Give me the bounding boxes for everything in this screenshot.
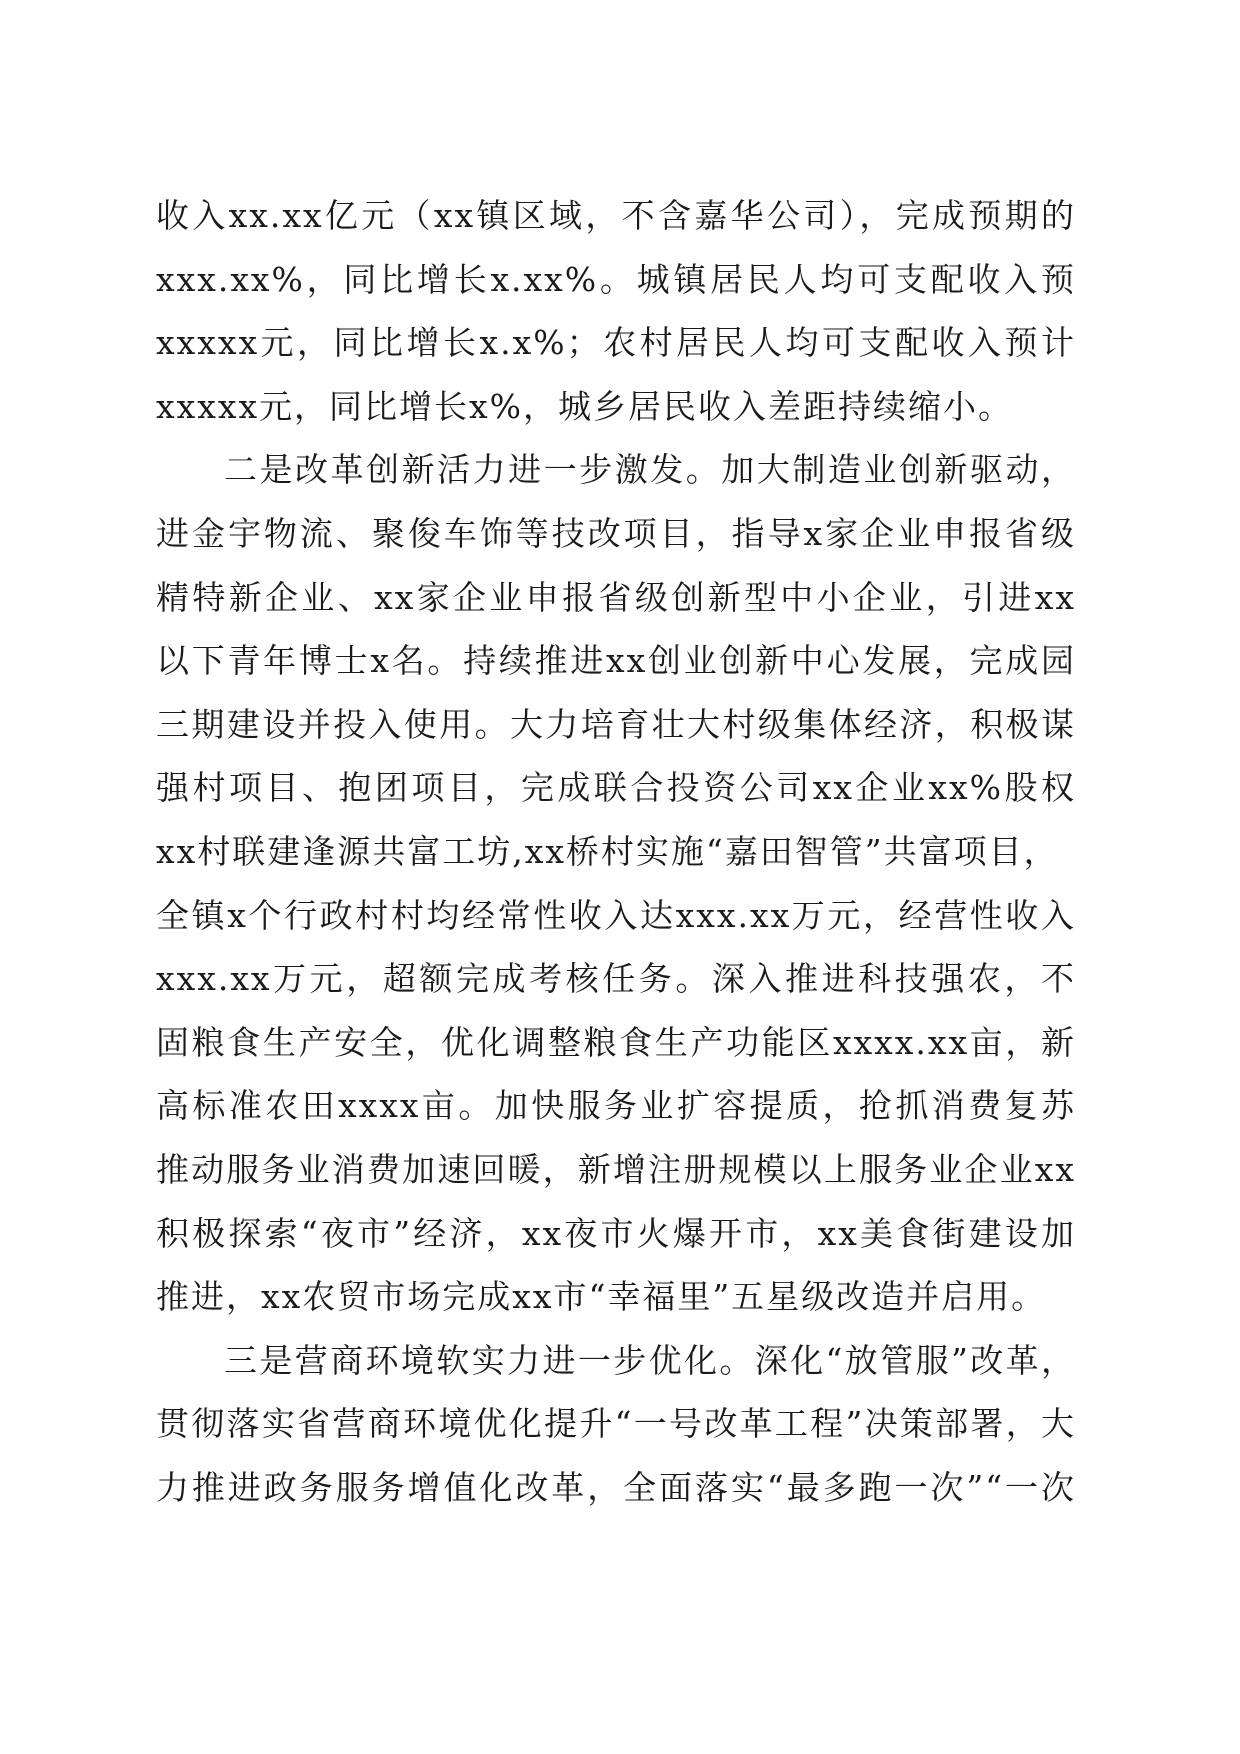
text-line: 高标准农田xxxx亩。加快服务业扩容提质，抢抓消费复苏 <box>156 1086 1076 1126</box>
text-line: 三期建设并投入使用。大力培育壮大村级集体经济，积极谋 <box>156 704 1076 744</box>
text-line: 强村项目、抱团项目，完成联合投资公司xx企业xx%股权 <box>156 768 1076 808</box>
text-line: 收入xx.xx亿元（xx镇区域，不含嘉华公司），完成预期的 <box>156 196 1076 235</box>
text-line: 推动服务业消费加速回暖，新增注册规模以上服务业企业xx <box>156 1149 1076 1189</box>
text-line: 三是营商环境软实力进一步优化。深化“放管服”改革， <box>224 1340 1076 1380</box>
text-line: xxxxx元，同比增长x.x%；农村居民人均可支配收入预计 <box>156 323 1076 363</box>
paragraph-income-summary <box>156 184 1076 438</box>
text-line: 全镇x个行政村村均经常性收入达xxx.xx万元，经营性收入 <box>156 895 1076 935</box>
text-line: 贯彻落实省营商环境优化提升“一号改革工程”决策部署，大 <box>156 1404 1076 1444</box>
text-line: 固粮食生产安全，优化调整粮食生产功能区xxxx.xx亩，新 <box>156 1022 1076 1062</box>
document-body <box>156 184 1076 1519</box>
paragraph-reform-innovation <box>156 438 1076 1328</box>
paragraph-business-environment <box>156 1329 1076 1520</box>
text-line: xxx.xx%，同比增长x.xx%。城镇居民人均可支配收入预 <box>156 259 1076 299</box>
text-line: xxxxx元，同比增长x%，城乡居民收入差距持续缩小。 <box>156 386 1014 426</box>
text-line: 二是改革创新活力进一步激发。加大制造业创新驱动， <box>224 450 1076 490</box>
text-line: 积极探索“夜市”经济，xx夜市火爆开市，xx美食街建设加 <box>156 1213 1076 1253</box>
text-line: 以下青年博士x名。持续推进xx创业创新中心发展，完成园 <box>156 641 1076 681</box>
text-line: 进金宇物流、聚俊车饰等技改项目，指导x家企业申报省级 <box>156 513 1076 553</box>
text-line: xxx.xx万元，超额完成考核任务。深入推进科技强农，不 <box>156 959 1076 999</box>
text-line: 力推进政务服务增值化改革，全面落实“最多跑一次”“一次 <box>156 1467 1076 1507</box>
text-line: 精特新企业、xx家企业申报省级创新型中小企业，引进xx <box>156 577 1076 617</box>
text-line: xx村联建逢源共富工坊,xx桥村实施“嘉田智管”共富项目， <box>156 831 1059 871</box>
text-line: 推进，xx农贸市场完成xx市“幸福里”五星级改造并启用。 <box>156 1277 1047 1317</box>
